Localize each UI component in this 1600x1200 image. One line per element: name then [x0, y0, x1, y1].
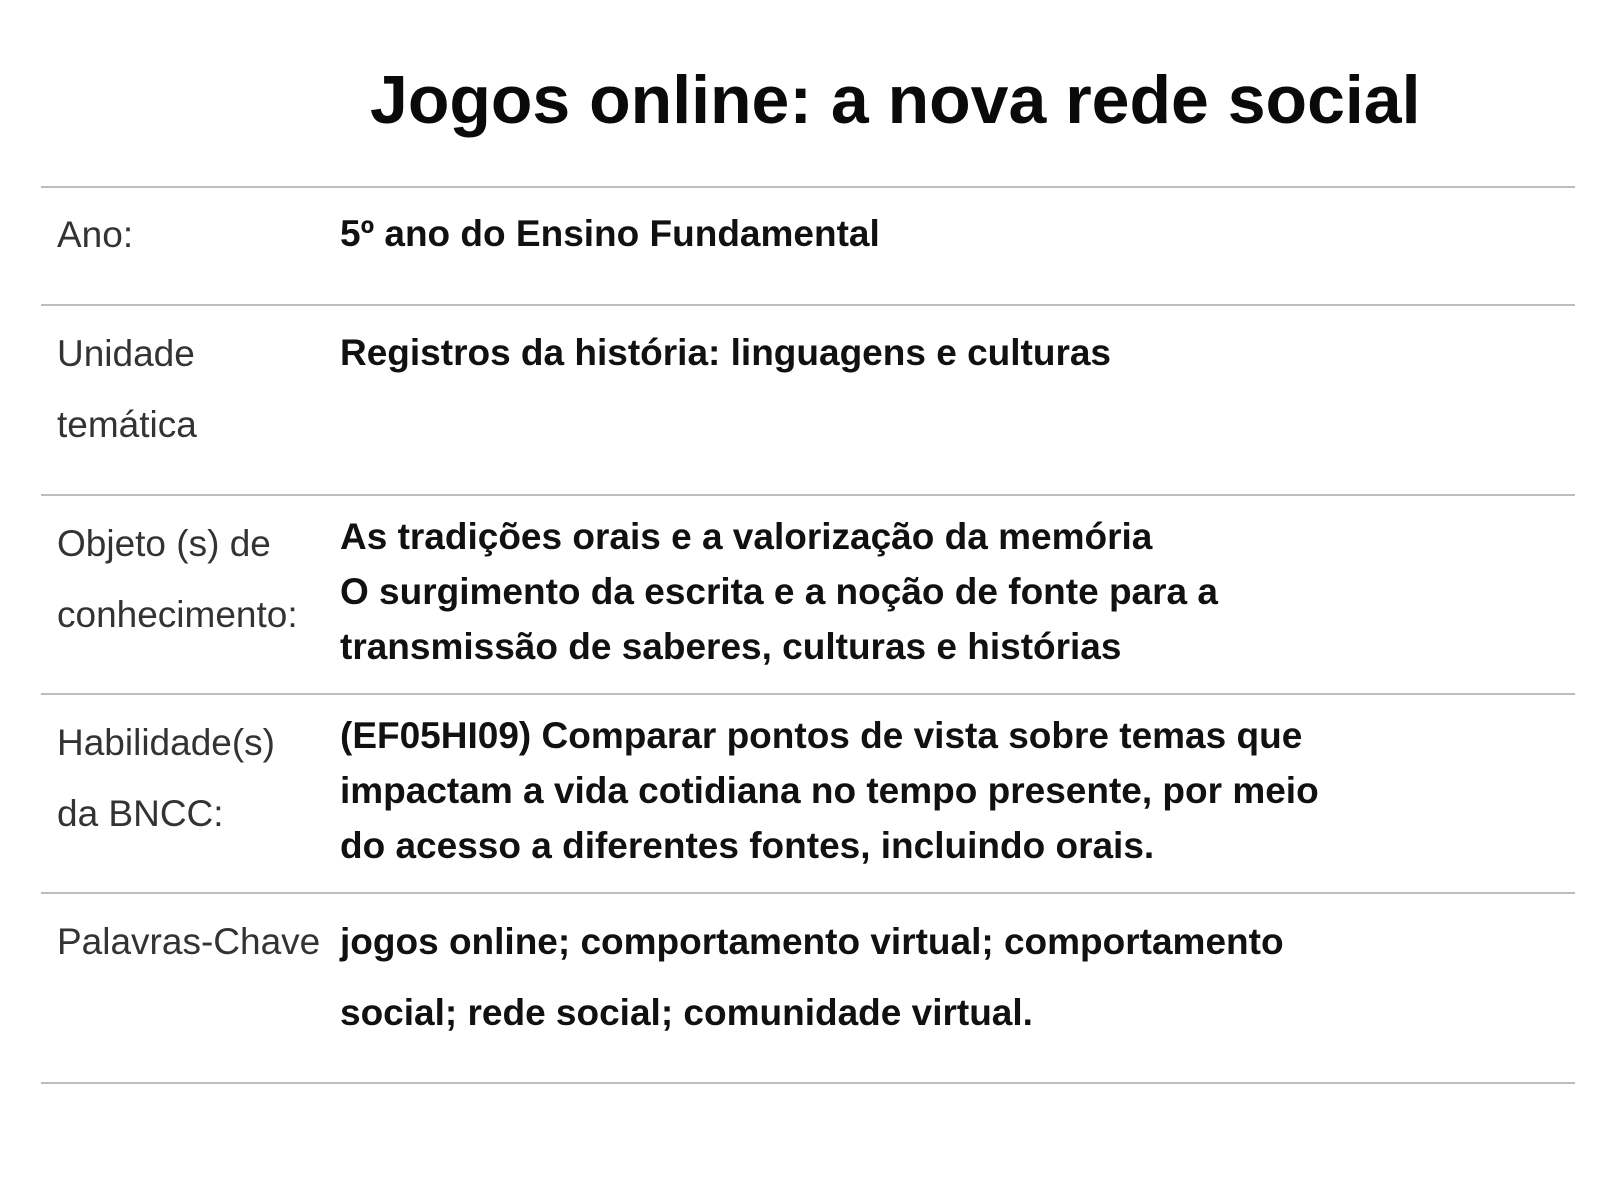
row-value-line: transmissão de saberes, culturas e histórias [340, 626, 1122, 667]
row-label-line: Unidade [57, 333, 195, 374]
row-value-line: jogos online; comportamento virtual; comportamento [340, 921, 1284, 962]
row-label-palavras-chave [41, 894, 340, 1082]
row-label-ano [41, 188, 340, 304]
row-label-line: temática [57, 404, 197, 445]
row-label-line: Habilidade(s) [57, 722, 275, 763]
row-label-line: Objeto (s) de [57, 523, 271, 564]
row-value-ano [340, 188, 1575, 304]
row-value-line: (EF05HI09) Comparar pontos de vista sobre temas que [340, 715, 1303, 756]
row-label-line: da BNCC: [57, 793, 224, 834]
page-title: Jogos online: a nova rede social [370, 62, 1421, 138]
table-row-unidade-tematica [41, 306, 1575, 496]
row-value-line: social; rede social; comunidade virtual. [340, 992, 1033, 1033]
row-label-habilidades-bncc [41, 695, 340, 892]
row-label-line: Ano: [57, 214, 134, 255]
row-value-habilidades-bncc [340, 695, 1575, 892]
row-value-line: 5º ano do Ensino Fundamental [340, 213, 880, 254]
row-value-line: As tradições orais e a valorização da memória [340, 516, 1153, 557]
row-value-line: impactam a vida cotidiana no tempo presente, por meio [340, 770, 1319, 811]
row-label-objeto-conhecimento [41, 496, 340, 693]
table-row-habilidades-bncc [41, 695, 1575, 894]
table-row-palavras-chave [41, 894, 1575, 1084]
row-value-palavras-chave [340, 894, 1575, 1082]
row-value-unidade-tematica [340, 306, 1575, 494]
row-value-objeto-conhecimento [340, 496, 1575, 693]
info-table [41, 186, 1575, 1084]
table-row-objeto-conhecimento [41, 496, 1575, 695]
row-label-line: conhecimento: [57, 594, 298, 635]
row-label-unidade-tematica [41, 306, 340, 494]
row-value-line: Registros da história: linguagens e culturas [340, 332, 1112, 373]
table-row-ano [41, 188, 1575, 306]
row-label-line: Palavras-Chave [57, 921, 321, 962]
row-value-line: O surgimento da escrita e a noção de fonte para a [340, 571, 1218, 612]
row-value-line: do acesso a diferentes fontes, incluindo orais. [340, 825, 1155, 866]
